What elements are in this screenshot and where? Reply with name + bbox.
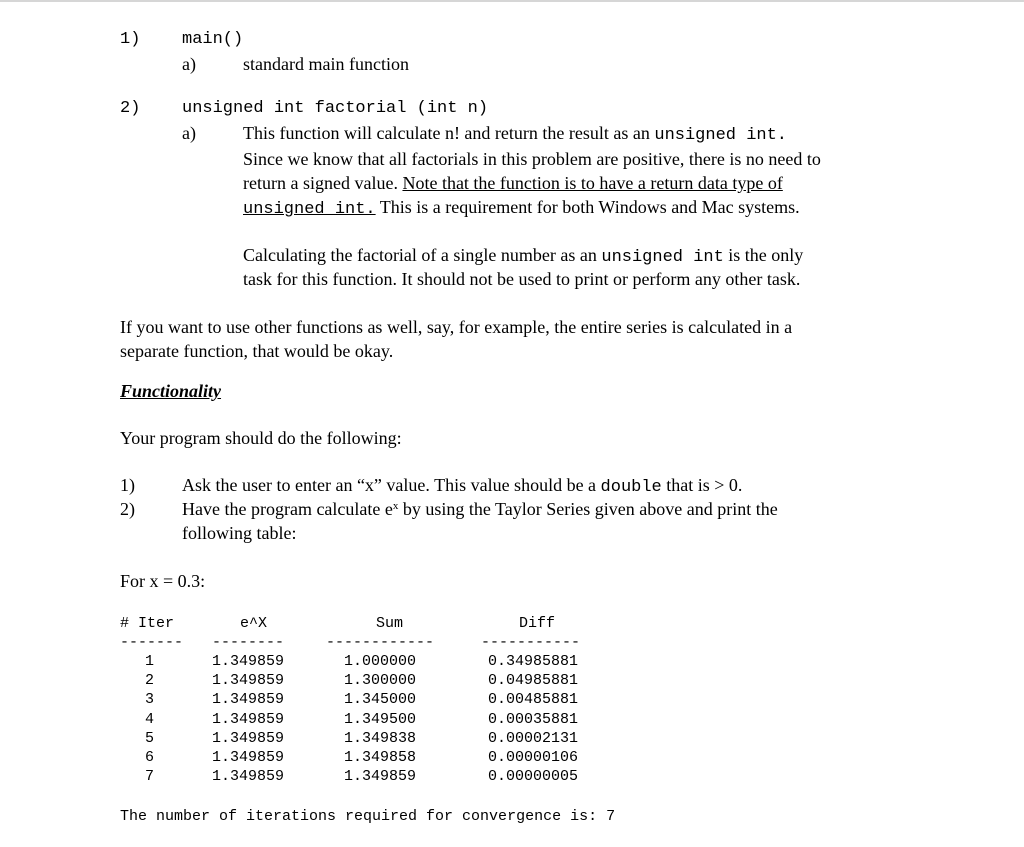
table-divider: -------- bbox=[212, 634, 285, 651]
factorial-task-line bbox=[243, 244, 803, 269]
inline-code: unsigned int. bbox=[654, 126, 787, 145]
table-cell-diff: 0.34985881 bbox=[488, 653, 579, 670]
text: Calculating the factorial of a single number as an bbox=[243, 245, 602, 265]
table-cell-sum: 1.349859 bbox=[344, 768, 417, 785]
function-signature-factorial: unsigned int factorial (int n) bbox=[182, 99, 489, 118]
inline-code-underlined: unsigned int. bbox=[243, 200, 376, 219]
table-cell-sum: 1.300000 bbox=[344, 672, 417, 689]
convergence-line: The number of iterations required for convergence is: 7 bbox=[120, 808, 616, 825]
table-cell-ex: 1.349859 bbox=[212, 768, 285, 785]
step-text bbox=[182, 498, 778, 520]
table-cell-ex: 1.349859 bbox=[212, 749, 285, 766]
item-number: 2) bbox=[120, 99, 141, 118]
functionality-heading: Functionality bbox=[120, 381, 222, 401]
table-cell-diff: 0.00002131 bbox=[488, 730, 579, 747]
table-cell-ex: 1.349859 bbox=[212, 711, 285, 728]
table-divider: ------- bbox=[120, 634, 184, 651]
table-cell-ex: 1.349859 bbox=[212, 653, 285, 670]
factorial-task-line: task for this function. It should not be used to print or perform any other task. bbox=[243, 269, 801, 289]
step-number: 1) bbox=[120, 475, 135, 495]
program-intro: Your program should do the following: bbox=[120, 428, 402, 448]
table-cell-iter: 1 bbox=[144, 653, 154, 670]
text: is the only bbox=[723, 245, 804, 265]
text: Ask the user to enter an “x” value. This value should be a bbox=[182, 475, 601, 495]
factorial-para-line bbox=[243, 172, 783, 194]
other-functions-line: separate function, that would be okay. bbox=[120, 341, 394, 361]
other-functions-line: If you want to use other functions as well, say, for example, the entire series is calculated in a bbox=[120, 317, 793, 337]
table-cell-iter: 5 bbox=[144, 730, 154, 747]
table-cell-sum: 1.349500 bbox=[344, 711, 417, 728]
table-cell-sum: 1.000000 bbox=[344, 653, 417, 670]
table-cell-ex: 1.349859 bbox=[212, 672, 285, 689]
table-cell-sum: 1.345000 bbox=[344, 691, 417, 708]
text: This is a requirement for both Windows and Mac systems. bbox=[375, 197, 800, 217]
text: This function will calculate n! and return the result as an bbox=[243, 123, 655, 143]
table-cell-sum: 1.349858 bbox=[344, 749, 417, 766]
table-cell-iter: 7 bbox=[144, 768, 154, 785]
table-divider: ----------- bbox=[481, 634, 581, 651]
step-text bbox=[182, 474, 742, 499]
example-label: For x = 0.3: bbox=[120, 571, 206, 591]
table-cell-iter: 6 bbox=[144, 749, 154, 766]
step-text-continued: following table: bbox=[182, 523, 297, 543]
table-cell-diff: 0.00000106 bbox=[488, 749, 579, 766]
table-cell-ex: 1.349859 bbox=[212, 691, 285, 708]
main-description: standard main function bbox=[243, 54, 409, 74]
table-cell-iter: 3 bbox=[144, 691, 154, 708]
table-header-sum: Sum bbox=[376, 615, 404, 632]
text: return a signed value. bbox=[243, 173, 403, 193]
superscript: x bbox=[392, 500, 399, 512]
sub-label: a) bbox=[182, 54, 196, 74]
table-cell-ex: 1.349859 bbox=[212, 730, 285, 747]
table-cell-iter: 2 bbox=[144, 672, 154, 689]
table-cell-sum: 1.349838 bbox=[344, 730, 417, 747]
table-header-ex: e^X bbox=[240, 615, 268, 632]
text: by using the Taylor Series given above and print the bbox=[398, 499, 778, 519]
factorial-para-line bbox=[243, 122, 787, 147]
sub-label: a) bbox=[182, 123, 196, 143]
factorial-para-line bbox=[243, 196, 800, 221]
table-cell-diff: 0.04985881 bbox=[488, 672, 579, 689]
inline-code: unsigned int bbox=[601, 248, 724, 267]
text: that is > 0. bbox=[661, 475, 743, 495]
item-number: 1) bbox=[120, 30, 141, 49]
top-border bbox=[0, 0, 1024, 2]
table-header-diff: Diff bbox=[519, 615, 556, 632]
step-number: 2) bbox=[120, 499, 135, 519]
table-cell-iter: 4 bbox=[144, 711, 154, 728]
table-divider: ------------ bbox=[326, 634, 435, 651]
factorial-para-line: Since we know that all factorials in this problem are positive, there is no need to bbox=[243, 149, 821, 169]
underlined-note: Note that the function is to have a return data type of bbox=[402, 173, 783, 193]
text: Have the program calculate e bbox=[182, 499, 393, 519]
table-header-iter: # Iter bbox=[120, 615, 175, 632]
table-cell-diff: 0.00000005 bbox=[488, 768, 579, 785]
table-cell-diff: 0.00035881 bbox=[488, 711, 579, 728]
inline-code: double bbox=[600, 478, 662, 497]
function-signature-main: main() bbox=[182, 30, 244, 49]
table-cell-diff: 0.00485881 bbox=[488, 691, 579, 708]
